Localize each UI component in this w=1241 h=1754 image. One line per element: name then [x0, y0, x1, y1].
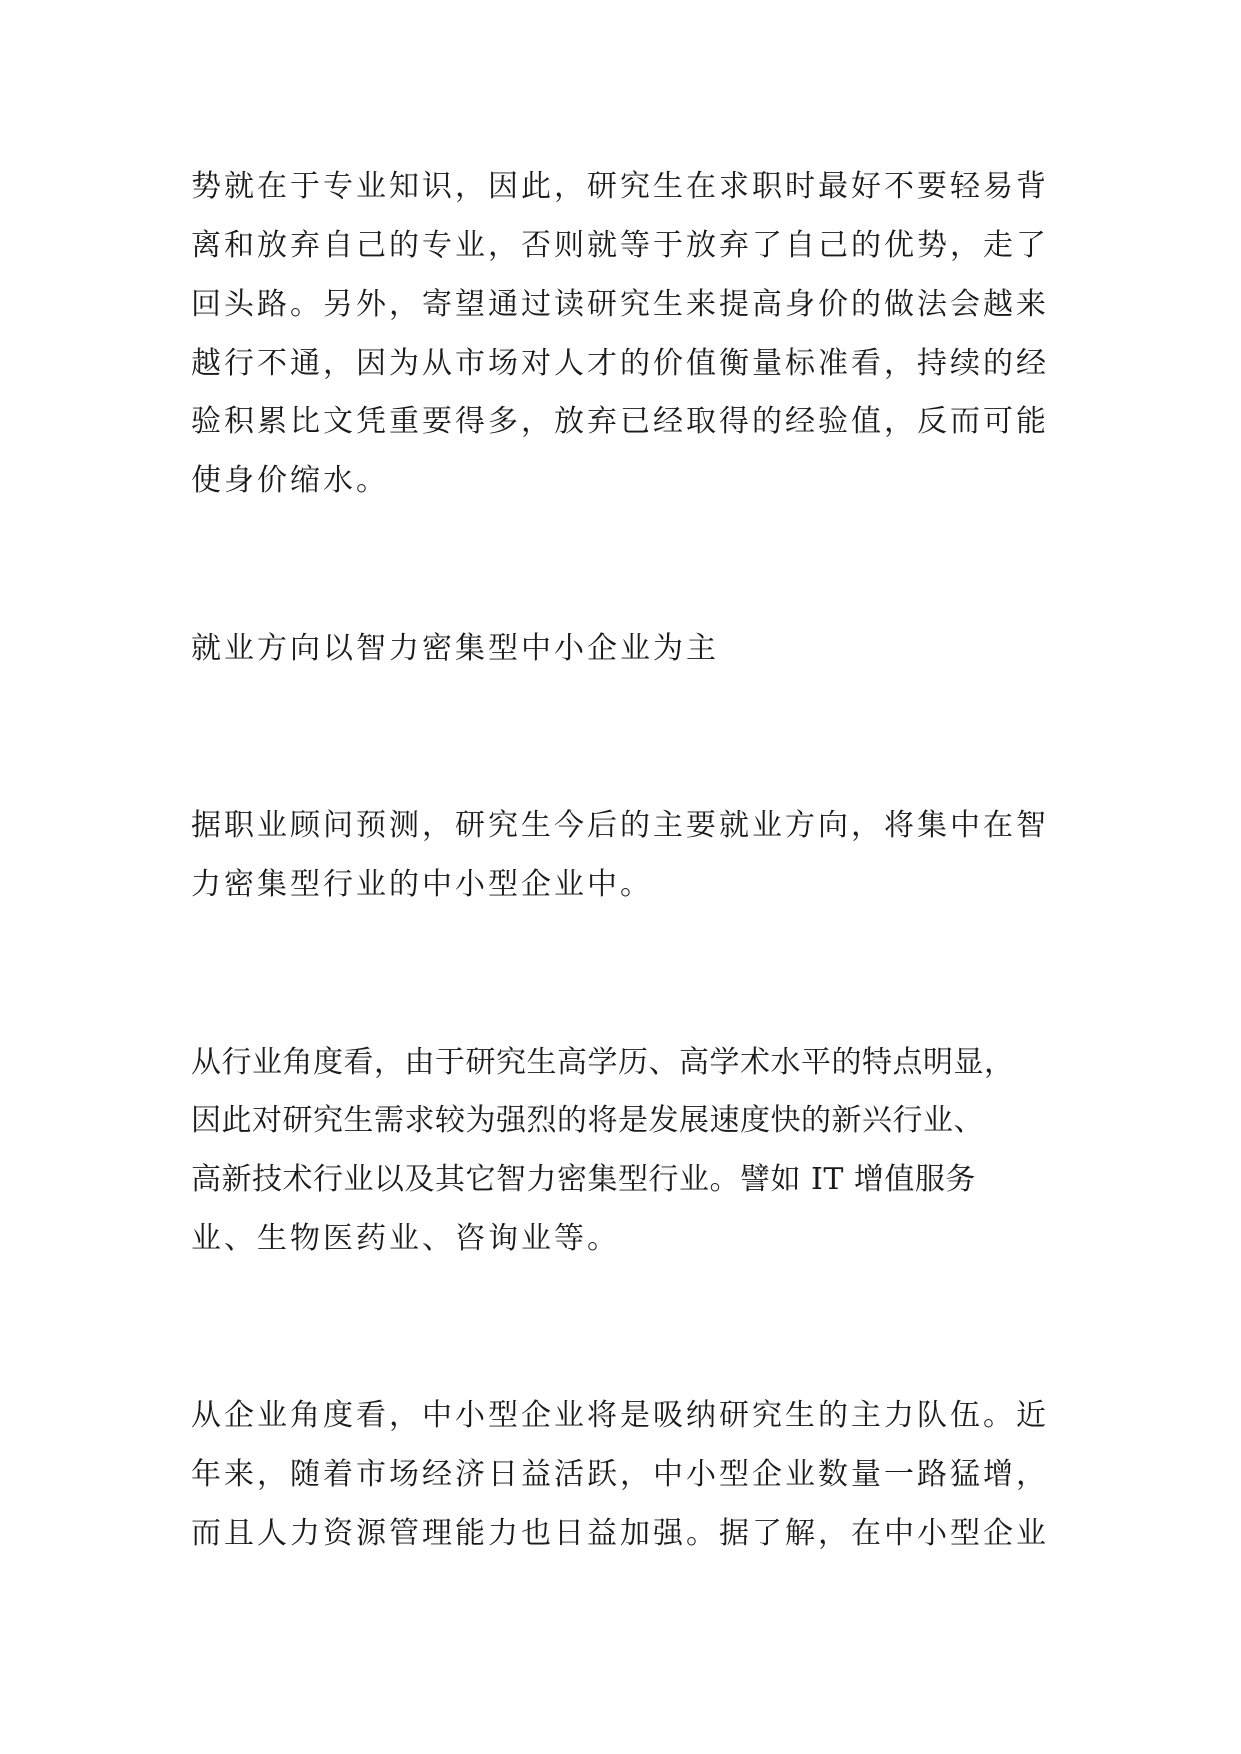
- text-line: 而且人力资源管理能力也日益加强。据了解，在中小型企业: [191, 1516, 1049, 1551]
- text-line: 因此对研究生需求较为强烈的将是发展速度快的新兴行业、: [191, 1103, 984, 1138]
- text-line: 从企业角度看，中小型企业将是吸纳研究生的主力队伍。近: [191, 1398, 1049, 1433]
- text-line: 从行业角度看，由于研究生高学历、高学术水平的特点明显，: [191, 1045, 1015, 1080]
- text-line: 离和放弃自己的专业，否则就等于放弃了自己的优势，走了: [191, 228, 1049, 263]
- text-line: 高新技术行业以及其它智力密集型行业。譬如 IT 增值服务: [191, 1162, 976, 1197]
- text-line: 使身价缩水。: [191, 463, 389, 498]
- text-line: 业、生物医药业、咨询业等。: [191, 1221, 620, 1256]
- text-line: 越行不通，因为从市场对人才的价值衡量标准看，持续的经: [191, 346, 1049, 381]
- heading-line: 就业方向以智力密集型中小企业为主: [191, 631, 719, 666]
- text-line: 验积累比文凭重要得多，放弃已经取得的经验值，反而可能: [191, 404, 1049, 439]
- text-line: 回头路。另外，寄望通过读研究生来提高身价的做法会越来: [191, 287, 1049, 322]
- text-line: 力密集型行业的中小型企业中。: [191, 867, 653, 902]
- text-line: 年来，随着市场经济日益活跃，中小型企业数量一路猛增，: [191, 1457, 1049, 1492]
- text-line: 据职业顾问预测，研究生今后的主要就业方向，将集中在智: [191, 808, 1049, 843]
- text-line: 势就在于专业知识，因此，研究生在求职时最好不要轻易背: [191, 169, 1049, 204]
